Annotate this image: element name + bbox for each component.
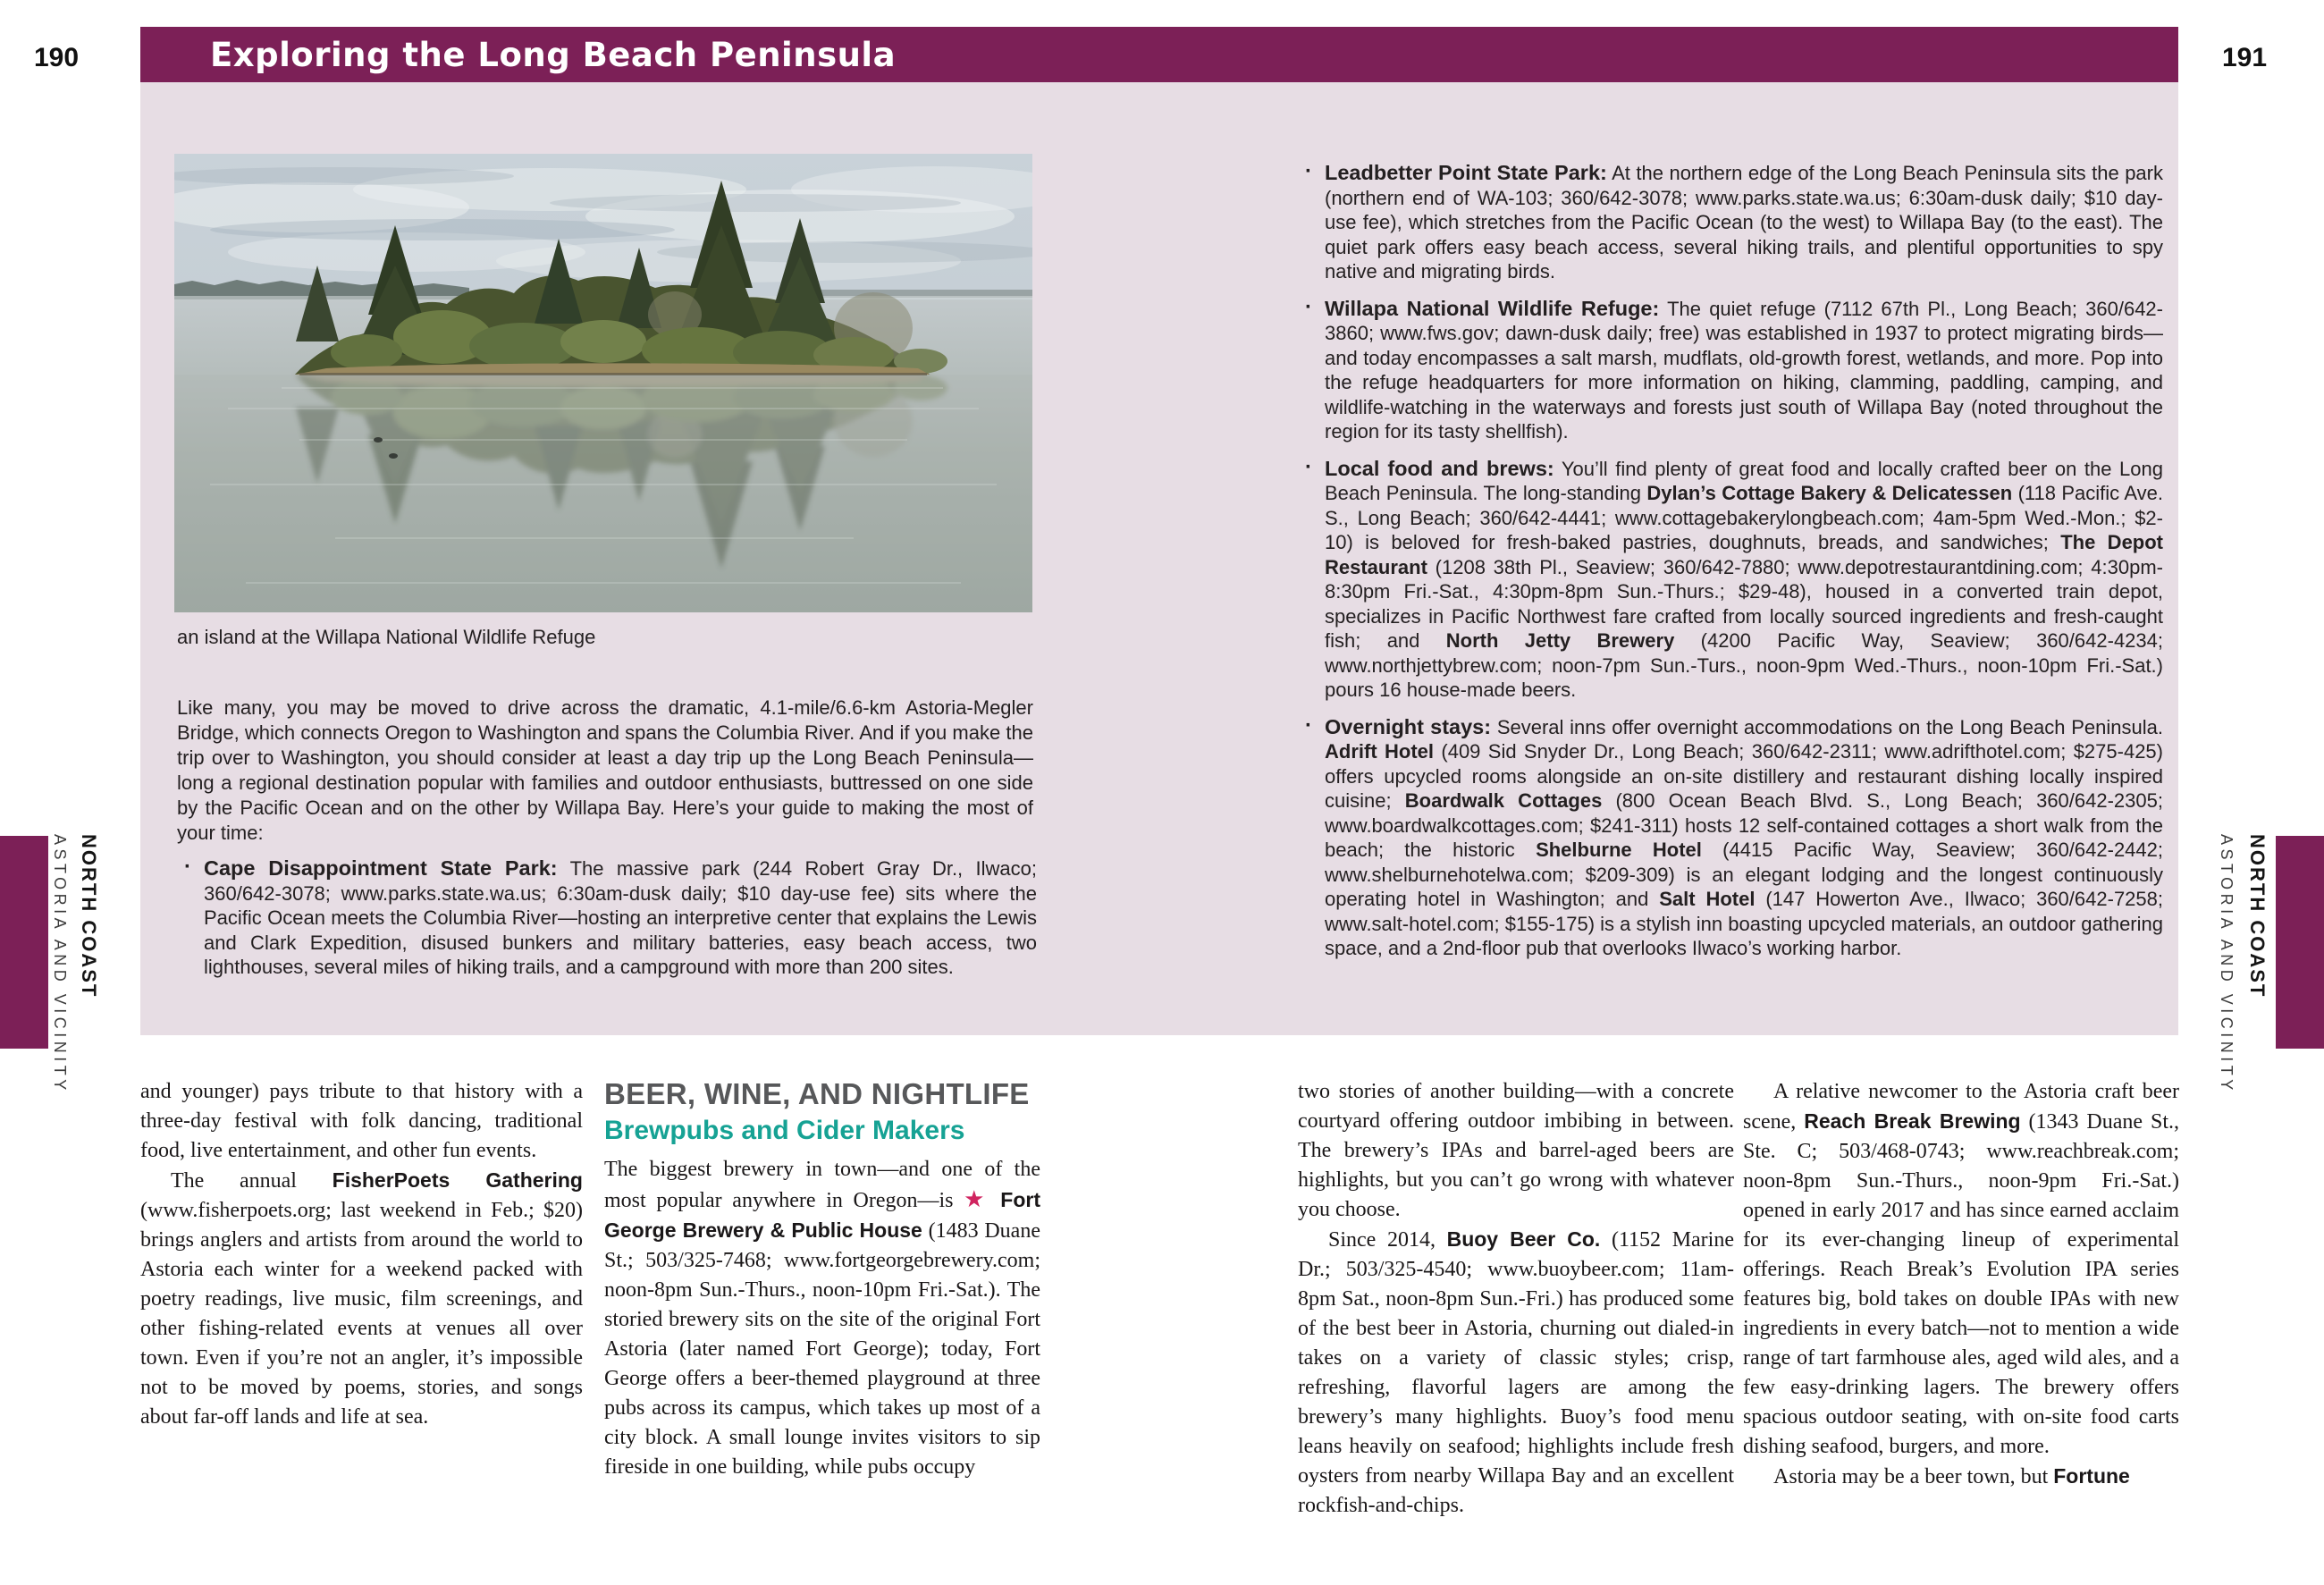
bold-name: Dylan’s Cottage Bakery & Delicatessen xyxy=(1646,482,2013,504)
feature-bullet-item xyxy=(1298,712,2164,961)
paragraph xyxy=(1743,1077,2179,1462)
text-column-1 xyxy=(140,1077,583,1432)
left-chapter-tab xyxy=(0,836,48,1049)
text-run: The massive park (244 Robert Gray Dr., Ilwaco; 360/642-3078; www.parks.state.wa.us; 6:30am-dusk daily; $10 day-use fee) sits where the Pacific Ocean meets the Columbia River—hosting an interpretive center that explains the Lewis and Clark Expedition, disused bunkers and military batteries, easy beach access, two lighthouses, several miles of hiking trails, and a campground with more than 200 sites. xyxy=(204,857,1038,978)
bold-name: The Depot Restaurant xyxy=(1325,531,2164,578)
text-run: The annual xyxy=(171,1169,333,1193)
text-run: (4200 Pacific Way, Seaview; 360/642-4234; www.northjettybrew.com; noon-7pm Sun.-Turs., noon-9pm Wed.-Thurs., noon-10pm Fri.-Sat.) pours 16 house-made beers. xyxy=(1325,629,2163,701)
text-run: A relative newcomer to the Astoria craft beer scene, xyxy=(1743,1080,2179,1134)
feature-bullet-item xyxy=(177,856,1037,980)
text-run: (4415 Pacific Way, Seaview; 360/642-2442; www.shelburnehotelwa.com; $209-309) is an elegant lodging and the longest continuously operating hotel in Washington; and xyxy=(1325,839,2164,910)
text-run: and younger) pays tribute to that history with a three-day festival with folk dancing, traditional food, live entertainment, and other fun events. xyxy=(140,1080,583,1162)
right-section-label: ASTORIA AND VICINITY xyxy=(2218,834,2236,1094)
island-photo xyxy=(174,154,1032,612)
bold-name: Buoy Beer Co. xyxy=(1446,1227,1601,1251)
text-run: You’ll find plenty of great food and locally crafted beer on the Long Beach Peninsula. The long-standing xyxy=(1325,457,2163,504)
text-column-2 xyxy=(604,1077,1040,1482)
feature-bullet-item xyxy=(1298,454,2164,703)
text-run: two stories of another building—with a concrete courtyard offering outdoor imbibing in between. The brewery’s IPAs and barrel-aged beers are highlights, but you can’t go wrong with whatever you choose. xyxy=(1298,1080,1734,1221)
right-chapter-tab xyxy=(2276,836,2324,1049)
text-run: At the northern edge of the Long Beach Peninsula sits the park (northern end of WA-103; 360/642-3078; www.parks.state.wa.us; 6:30am-dusk daily; $10 day-use fee), which stretches from the Pacific Ocean (to the west) to Willapa Bay (to the east). The quiet park offers easy beach access, several hiking trails, and plentiful opportunities to spy native and migrating birds. xyxy=(1325,162,2163,282)
bullet-label: Overnight stays: xyxy=(1325,714,1492,738)
paragraph xyxy=(1298,1077,1734,1225)
text-run: (1343 Duane St., Ste. C; 503/468-0743; www.reachbreak.com; noon-8pm Sun.-Thurs., noon-9pm Fri.-Sat.) opened in early 2017 and has since earned acclaim for its ever-changing lineup of experimental offerings. Reach Break’s Evolution IPA series features big, bold takes on double IPAs with new ingredients in every batch—not to mention a wide range of tart farmhouse ales, aged wild ales, and a few easy-drinking lagers. The brewery offers spacious outdoor seating, with on-site food carts dishing seafood, burgers, and more. xyxy=(1743,1110,2180,1458)
page-number-right: 191 xyxy=(2222,43,2268,72)
right-chapter-label: NORTH COAST xyxy=(2246,834,2269,999)
text-run: Since 2014, xyxy=(1328,1228,1447,1252)
text-column-4 xyxy=(1743,1077,2179,1492)
text-run: (1208 38th Pl., Seaview; 360/642-7880; www.depotrestaurantdining.com; 4:30pm-8:30pm Fri.-Sat., 4:30pm-8pm Sun.-Thurs.; $29-48), housed in a converted train depot, specializes in Pacific Northwest fare crafted from locally sourced ingredients and fresh-caught fish; and xyxy=(1325,555,2163,652)
text-run: Astoria may be a beer town, but xyxy=(1773,1465,2054,1488)
bullet-dot-icon: · xyxy=(1305,454,1312,479)
feature-bullet-item xyxy=(1298,294,2163,444)
feature-box xyxy=(140,82,2178,1035)
bold-name: Fort George Brewery & Public House xyxy=(604,1188,1040,1242)
paragraph xyxy=(140,1077,583,1166)
paragraph xyxy=(1298,1225,1734,1521)
text-run: (147 Howerton Ave., Ilwaco; 360/642-7258; www.salt-hotel.com; $155-175) is a stylish inn boasting upcycled materials, an outdoor gathering space, and a 2nd-floor pub that overlooks Ilwaco’s working harbor. xyxy=(1325,888,2163,959)
feature-title: Exploring the Long Beach Peninsula xyxy=(210,35,897,74)
bullet-dot-icon: · xyxy=(184,855,191,879)
bold-name: Fortune xyxy=(2053,1464,2130,1488)
text-run: (1152 Marine Dr.; 503/325-4540; www.buoybeer.com; 11am-8pm Sat., noon-8pm Sun.-Fri.) has produced some of the best beer in Astoria, churning out dialed-in takes on a variety of classic styles; crisp, refreshing, flavorful lagers are among the brewery’s many highlights. Buoy’s food menu leans heavily on seafood; highlights include fresh oysters from nearby Willapa Bay and an excellent rockfish-and-chips. xyxy=(1298,1228,1734,1517)
bold-name: Salt Hotel xyxy=(1659,888,1756,910)
bold-name: Adrift Hotel xyxy=(1325,740,1435,763)
bullet-dot-icon: · xyxy=(1305,294,1312,319)
bold-name: Shelburne Hotel xyxy=(1536,839,1702,861)
bullet-label: Local food and brews: xyxy=(1325,456,1554,480)
text-run: (1483 Duane St.; 503/325-7468; www.fortgeorgebrewery.com; noon-8pm Sun.-Thurs., noon-10pm Fri.-Sat.). The storied brewery sits on the site of the original Fort Astoria (later named Fort George); today, Fort George offers a beer-themed playground at three pubs across its campus, which takes up most of a city block. A small lounge invites visitors to sip fireside in one building, while pubs occupy xyxy=(604,1219,1040,1479)
left-chapter-label: NORTH COAST xyxy=(78,834,100,999)
section-heading: BEER, WINE, AND NIGHTLIFE xyxy=(604,1077,1030,1110)
bullet-dot-icon: · xyxy=(1305,712,1312,738)
text-run: Several inns offer overnight accommodations on the Long Beach Peninsula. xyxy=(1491,715,2163,738)
paragraph xyxy=(1743,1462,2179,1492)
paragraph xyxy=(140,1166,583,1432)
text-run: The biggest brewery in town—and one of the most popular anywhere in Oregon—is xyxy=(604,1158,1040,1212)
left-section-label: ASTORIA AND VICINITY xyxy=(51,834,69,1094)
top-pick-star-icon: ★ xyxy=(964,1186,1001,1212)
paragraph xyxy=(604,1155,1040,1482)
text-column-3 xyxy=(1298,1077,1734,1521)
bullet-dot-icon: · xyxy=(1305,159,1312,183)
text-run: (118 Pacific Ave. S., Long Beach; 360/642-4441; www.cottagebakerylongbeach.com; 4am-5pm Wed.-Mon.; $2-10) is beloved for fresh-baked pastries, doughnuts, breads, and sandwiches; xyxy=(1325,482,2163,553)
bold-name: Reach Break Brewing xyxy=(1804,1109,2021,1133)
bullet-label: Leadbetter Point State Park: xyxy=(1325,161,1607,184)
photo-caption: an island at the Willapa National Wildlife Refuge xyxy=(177,626,596,648)
feature-title-bar xyxy=(140,27,2178,82)
feature-bullets-right xyxy=(1298,161,2163,974)
bold-name: North Jetty Brewery xyxy=(1445,629,1675,652)
text-run: (800 Ocean Beach Blvd. S., Long Beach; 360/642-2305; www.boardwalkcottages.com; $241-311) hosts 12 self-contained cottages a short walk from the beach; the historic xyxy=(1325,789,2163,861)
bullet-label: Willapa National Wildlife Refuge: xyxy=(1325,296,1660,320)
text-run: The quiet refuge (7112 67th Pl., Long Beach; 360/642-3860; www.fws.gov; dawn-dusk daily; free) was established in 1937 to protect migrating birds—and today encompasses a salt marsh, mudflats, old-growth forest, wetlands, and more. Pop into the refuge headquarters for more information on hiking, clamming, paddling, camping, and wildlife-watching in the waterways and forests just south of Willapa Bay (noted throughout the region for its tasty shellfish). xyxy=(1325,297,2163,443)
text-run: (www.fisherpoets.org; last weekend in Feb.; $20) brings anglers and artists from around the world to Astoria each winter for a weekend packed with poetry readings, live music, film screenings, and other fishing-related events at venues all over town. Even if you’re not an angler, it’s impossible not to be moved by poems, stories, and songs about far-off lands and life at sea. xyxy=(140,1199,583,1429)
bullet-label: Cape Disappointment State Park: xyxy=(204,856,558,880)
page-number-left: 190 xyxy=(34,43,80,72)
bold-name: FisherPoets Gathering xyxy=(332,1168,583,1192)
bold-name: Boardwalk Cottages xyxy=(1404,789,1603,812)
feature-bullets-left xyxy=(177,856,1037,992)
text-run: (409 Sid Snyder Dr., Long Beach; 360/642-2311; www.adrifthotel.com; $275-425) offers upcycled rooms alongside an on-site distillery and restaurant dishing locally inspired cuisine; xyxy=(1325,740,2163,812)
feature-bullet-item xyxy=(1298,161,2163,284)
sub-heading: Brewpubs and Cider Makers xyxy=(604,1116,965,1145)
intro-paragraph: Like many, you may be moved to drive across the dramatic, 4.1-mile/6.6-km Astoria-Megler Bridge, which connects Oregon to Washington and spans the Columbia River. And if you make the trip over to Washington, you should consider at least a day trip up the Long Beach Peninsula—long a regional destination popular with families and outdoor enthusiasts, buttressed on one side by the Pacific Ocean and on the other by Willapa Bay. Here’s your guide to making the most of your time: xyxy=(177,696,1033,844)
